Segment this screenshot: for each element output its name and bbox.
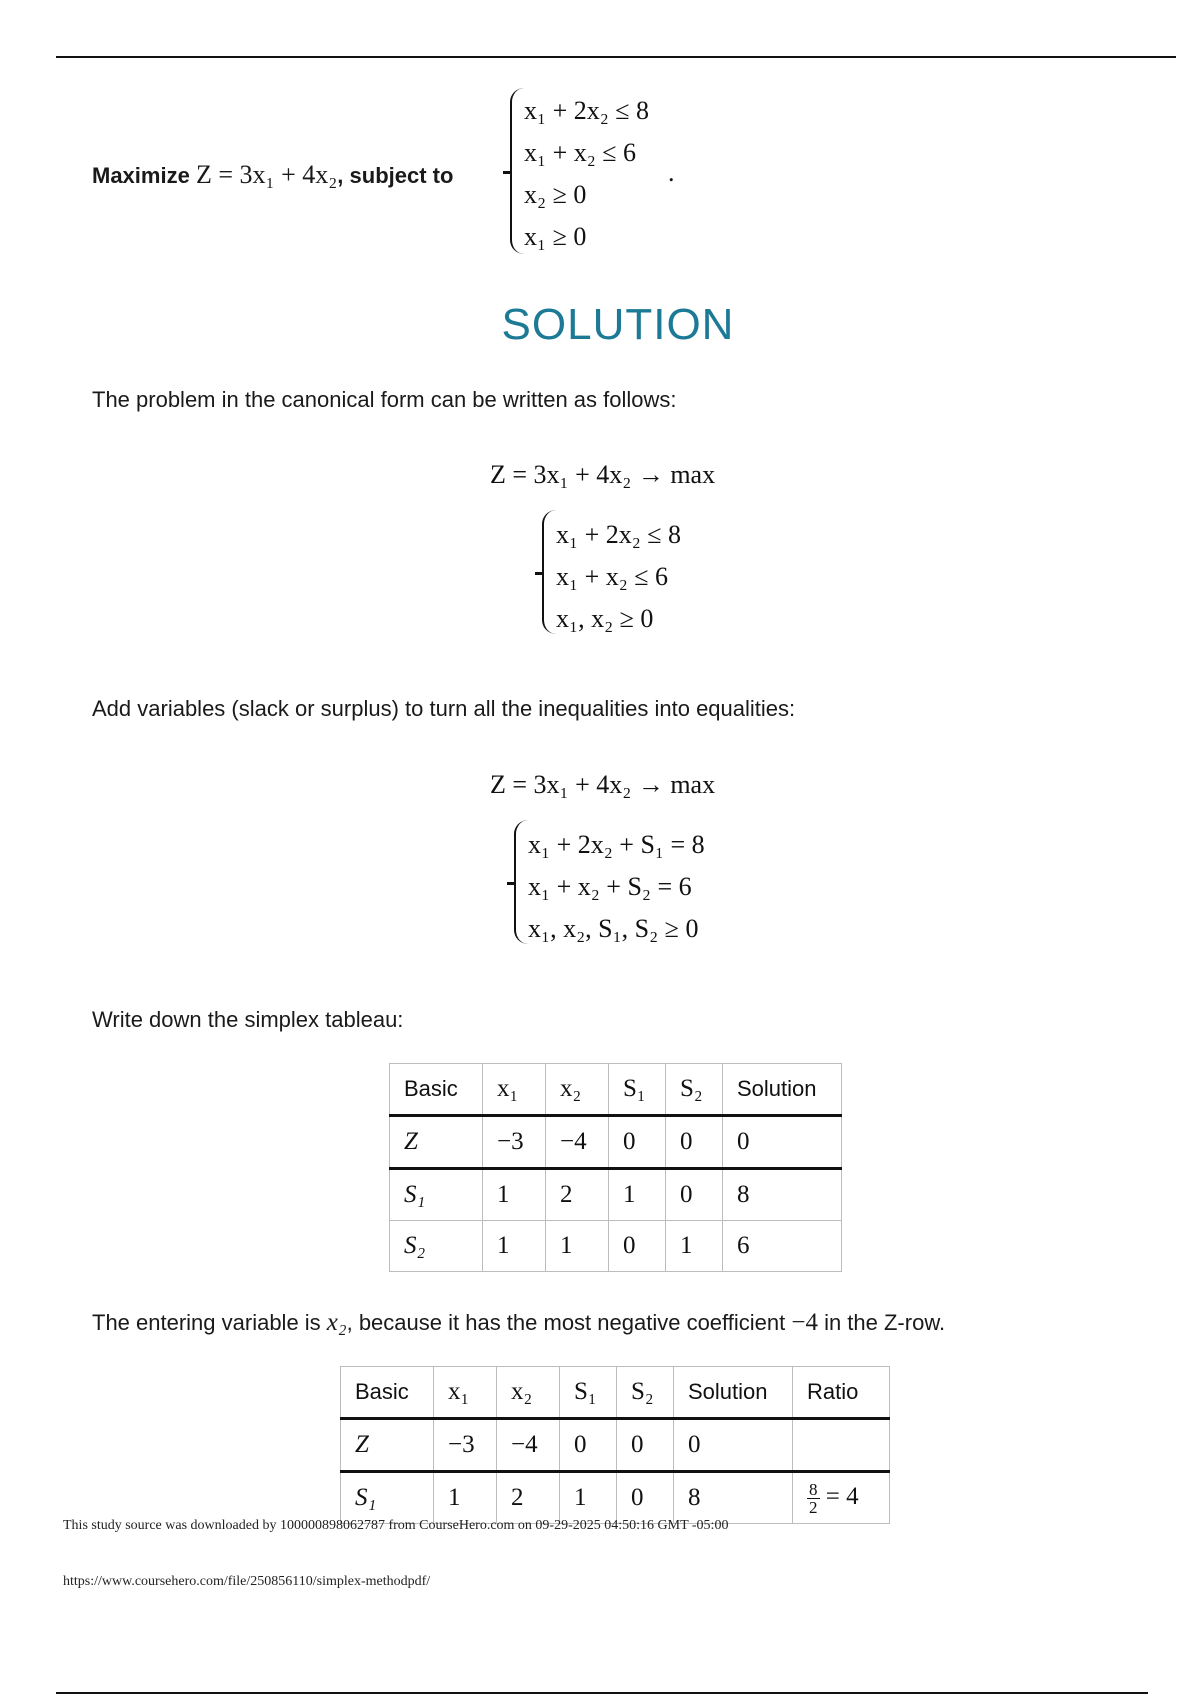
objective-function: Z = 3x₁ + 4x₂: [195, 160, 338, 189]
cell: 0: [560, 1419, 617, 1472]
cell-basic: S₁: [390, 1169, 483, 1221]
table-row: [341, 1472, 890, 1524]
header-x2: x₂: [546, 1064, 609, 1116]
cell: 0: [609, 1221, 666, 1272]
header-x2: x₂: [497, 1367, 560, 1419]
entering-text-c: in the Z-row.: [817, 1310, 946, 1335]
equalities-constraints: [528, 824, 705, 950]
header-ratio: Ratio: [793, 1367, 890, 1419]
ratio-denominator: 2: [809, 1497, 818, 1517]
equalities-objective: Z = 3x₁ + 4x₂ → max: [490, 770, 716, 799]
source-url[interactable]: https://www.coursehero.com/file/250856110/simplex-methodpdf/: [63, 1574, 431, 1589]
entering-text-a: The entering variable is: [92, 1310, 327, 1335]
problem-constraints: [524, 90, 649, 258]
header-solution: Solution: [674, 1367, 793, 1419]
table-row: [390, 1116, 842, 1169]
equality-constraint-3: x₁, x₂, S₁, S₂ ≥ 0: [528, 914, 699, 943]
solution-title: SOLUTION: [501, 300, 735, 349]
header-basic: Basic: [390, 1064, 483, 1116]
cell: 1: [434, 1472, 497, 1524]
header-s1: S₁: [609, 1064, 666, 1116]
simplex-tableau-1: [389, 1063, 842, 1272]
entering-variable-sentence: [92, 1309, 945, 1337]
cell: −4: [497, 1419, 560, 1472]
constraint-3: x₂ ≥ 0: [524, 180, 587, 209]
download-note: This study source was downloaded by 100000898062787 from CourseHero.com on 09-29-2025 04:50:16 GMT -05:00: [63, 1518, 729, 1533]
cell: 1: [666, 1221, 723, 1272]
bottom-rule: [56, 1692, 1148, 1694]
maximize-label: Maximize: [92, 163, 190, 188]
cell-basic: S₁: [341, 1472, 434, 1524]
cell-basic: Z: [341, 1419, 434, 1472]
ratio-result: = 4: [825, 1482, 859, 1510]
cell: 1: [560, 1472, 617, 1524]
cell: 1: [483, 1221, 546, 1272]
canonical-intro: The problem in the canonical form can be written as follows:: [92, 387, 677, 412]
header-s2: S₂: [617, 1367, 674, 1419]
cell: 2: [546, 1169, 609, 1221]
table-header-row: [390, 1064, 842, 1116]
table-header-row: [341, 1367, 890, 1419]
canonical-constraint-3: x₁, x₂ ≥ 0: [556, 604, 654, 633]
cell: 0: [666, 1169, 723, 1221]
table-row: [390, 1221, 842, 1272]
cell-basic: S₂: [390, 1221, 483, 1272]
constraint-1: x₁ + 2x₂ ≤ 8: [524, 96, 650, 125]
top-rule: [56, 56, 1176, 58]
header-s2: S₂: [666, 1064, 723, 1116]
equalities-intro: Add variables (slack or surplus) to turn all the inequalities into equalities:: [92, 696, 796, 721]
cell-basic: Z: [390, 1116, 483, 1169]
entering-coefficient: −4: [791, 1309, 818, 1336]
ratio-fraction: [807, 1481, 820, 1516]
cell: 6: [723, 1221, 842, 1272]
constraint-4: x₁ ≥ 0: [524, 222, 587, 251]
entering-text-b: , because it has the most negative coefficient: [346, 1310, 792, 1335]
cell: 8: [723, 1169, 842, 1221]
cell: 0: [674, 1419, 793, 1472]
cell: 2: [497, 1472, 560, 1524]
header-basic: Basic: [341, 1367, 434, 1419]
canonical-objective: Z = 3x₁ + 4x₂ → max: [490, 460, 716, 489]
cell: −3: [434, 1419, 497, 1472]
entering-variable: x₂: [326, 1309, 347, 1336]
subject-to-label: , subject to: [337, 163, 454, 188]
cell: 1: [546, 1221, 609, 1272]
problem-period: .: [668, 158, 675, 187]
canonical-constraints: [556, 514, 681, 640]
cell-ratio: [793, 1472, 890, 1524]
cell: 1: [609, 1169, 666, 1221]
table-row: [341, 1419, 890, 1472]
cell: 0: [617, 1419, 674, 1472]
equality-constraint-2: x₁ + x₂ + S₂ = 6: [528, 872, 692, 901]
cell: 1: [483, 1169, 546, 1221]
cell: −3: [483, 1116, 546, 1169]
cell: −4: [546, 1116, 609, 1169]
header-s1: S₁: [560, 1367, 617, 1419]
cell: 0: [666, 1116, 723, 1169]
header-solution: Solution: [723, 1064, 842, 1116]
problem-statement: [92, 160, 453, 190]
simplex-tableau-2: [340, 1366, 890, 1524]
equality-constraint-1: x₁ + 2x₂ + S₁ = 8: [528, 830, 705, 859]
canonical-constraint-1: x₁ + 2x₂ ≤ 8: [556, 520, 682, 549]
cell: 0: [723, 1116, 842, 1169]
cell: 0: [609, 1116, 666, 1169]
canonical-constraint-2: x₁ + x₂ ≤ 6: [556, 562, 669, 591]
cell: 8: [674, 1472, 793, 1524]
header-x1: x₁: [483, 1064, 546, 1116]
constraint-2: x₁ + x₂ ≤ 6: [524, 138, 637, 167]
cell-ratio: [793, 1419, 890, 1472]
tableau-intro: Write down the simplex tableau:: [92, 1007, 404, 1032]
cell: 0: [617, 1472, 674, 1524]
table-row: [390, 1169, 842, 1221]
header-x1: x₁: [434, 1367, 497, 1419]
ratio-numerator: 8: [809, 1479, 818, 1499]
